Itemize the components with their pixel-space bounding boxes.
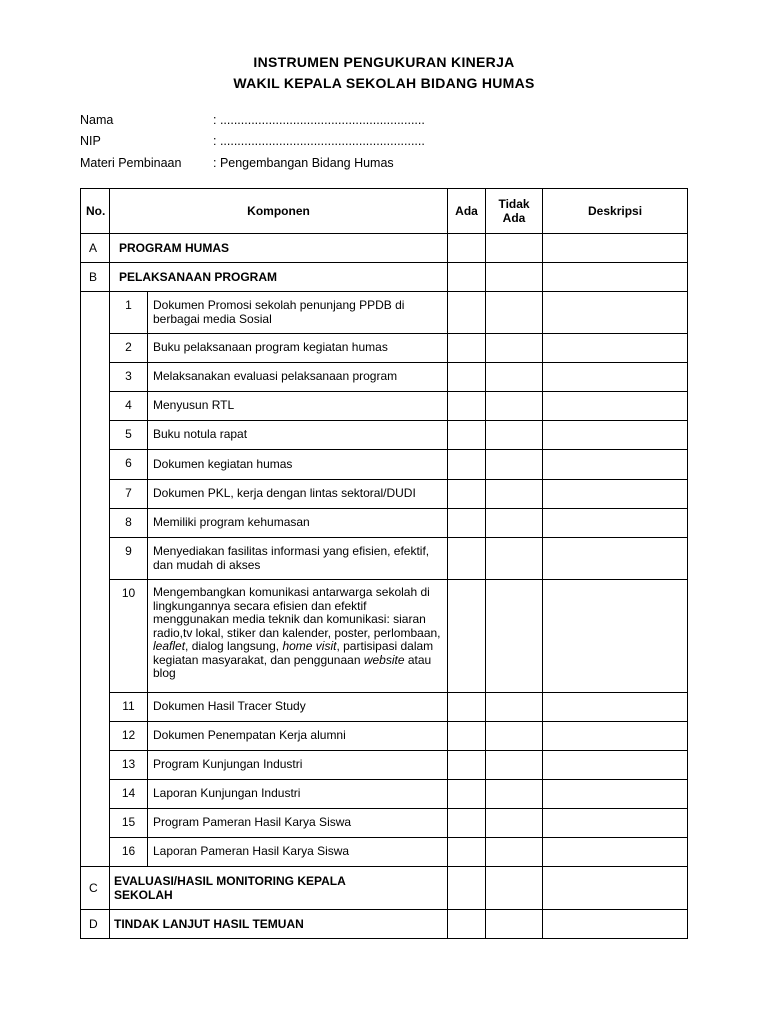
cell-tidak-ada[interactable] (486, 751, 543, 780)
item-number: 11 (110, 693, 148, 722)
cell-ada[interactable] (448, 580, 486, 693)
section-code: A (81, 234, 110, 263)
item-text: Dokumen Hasil Tracer Study (148, 693, 448, 722)
cell-deskripsi[interactable] (543, 421, 688, 450)
item-text: Melaksanakan evaluasi pelaksanaan program (148, 363, 448, 392)
item-text-italic: home visit (282, 639, 337, 653)
cell-ada[interactable] (448, 480, 486, 509)
cell-ada[interactable] (448, 722, 486, 751)
item-text: Menyediakan fasilitas informasi yang efisien, efektif, dan mudah di akses (148, 538, 448, 580)
cell-deskripsi[interactable] (543, 780, 688, 809)
cell-deskripsi[interactable] (543, 263, 688, 292)
table-row (81, 809, 688, 838)
cell-tidak-ada[interactable] (486, 334, 543, 363)
cell-deskripsi[interactable] (543, 480, 688, 509)
cell-ada[interactable] (448, 910, 486, 939)
header-ada: Ada (448, 189, 486, 234)
header-komponen: Komponen (110, 189, 448, 234)
cell-tidak-ada[interactable] (486, 722, 543, 751)
cell-deskripsi[interactable] (543, 292, 688, 334)
item-text: Dokumen kegiatan humas (148, 450, 448, 480)
item-number: 8 (110, 509, 148, 538)
cell-deskripsi[interactable] (543, 910, 688, 939)
item-number: 4 (110, 392, 148, 421)
item-number: 2 (110, 334, 148, 363)
cell-ada[interactable] (448, 234, 486, 263)
item-number: 5 (110, 421, 148, 450)
cell-deskripsi[interactable] (543, 509, 688, 538)
cell-ada[interactable] (448, 809, 486, 838)
cell-ada[interactable] (448, 421, 486, 450)
cell-tidak-ada[interactable] (486, 780, 543, 809)
item-number: 10 (110, 580, 148, 693)
header-deskripsi: Deskripsi (543, 189, 688, 234)
section-code: D (81, 910, 110, 939)
item-text-italic: website (363, 652, 405, 667)
field-value: : ........................................................... (213, 134, 425, 148)
item-text: Laporan Pameran Hasil Karya Siswa (148, 838, 448, 867)
document-title-line2: WAKIL KEPALA SEKOLAH BIDANG HUMAS (233, 75, 535, 91)
cell-ada[interactable] (448, 838, 486, 867)
item-text: Dokumen Penempatan Kerja alumni (148, 722, 448, 751)
section-code: B (81, 263, 110, 292)
table-row (81, 450, 688, 480)
cell-ada[interactable] (448, 392, 486, 421)
cell-deskripsi[interactable] (543, 693, 688, 722)
section-row-b (81, 263, 688, 292)
table-header-row (81, 189, 688, 234)
cell-tidak-ada[interactable] (486, 392, 543, 421)
cell-deskripsi[interactable] (543, 234, 688, 263)
cell-ada[interactable] (448, 509, 486, 538)
item-text: Program Pameran Hasil Karya Siswa (148, 809, 448, 838)
item-text-part: , partisipasi dalam kegiatan masyarakat, dan penggunaan (153, 639, 434, 667)
cell-tidak-ada[interactable] (486, 580, 543, 693)
section-label: TINDAK LANJUT HASIL TEMUAN (110, 910, 448, 939)
item-text-part: , dialog langsung, (185, 639, 283, 653)
item-number: 14 (110, 780, 148, 809)
section-label-line2: SEKOLAH (114, 888, 173, 902)
section-label: PELAKSANAAN PROGRAM (110, 263, 448, 292)
cell-deskripsi[interactable] (543, 580, 688, 693)
section-row-a (81, 234, 688, 263)
table-row (81, 722, 688, 751)
cell-ada[interactable] (448, 751, 486, 780)
item-number: 6 (110, 450, 148, 480)
table-row (81, 693, 688, 722)
header-tidak-line2: Ada (502, 211, 526, 225)
cell-tidak-ada[interactable] (486, 509, 543, 538)
table-row (81, 392, 688, 421)
table-row (81, 838, 688, 867)
table-row (81, 480, 688, 509)
cell-ada[interactable] (448, 363, 486, 392)
item-text-part: atau blog (153, 652, 432, 680)
cell-deskripsi[interactable] (543, 838, 688, 867)
header-tidak-line1: Tidak (498, 197, 530, 211)
cell-deskripsi[interactable] (543, 363, 688, 392)
item-number: 1 (110, 292, 148, 334)
cell-deskripsi[interactable] (543, 450, 688, 480)
cell-tidak-ada[interactable] (486, 480, 543, 509)
field-value: : ........................................................... (213, 113, 425, 127)
cell-tidak-ada[interactable] (486, 538, 543, 580)
item-text (148, 580, 448, 693)
field-label: Nama (80, 113, 114, 127)
item-number: 7 (110, 480, 148, 509)
item-number: 9 (110, 538, 148, 580)
cell-tidak-ada[interactable] (486, 234, 543, 263)
item-number: 16 (110, 838, 148, 867)
table-row (81, 580, 688, 693)
table-row (81, 538, 688, 580)
cell-tidak-ada[interactable] (486, 867, 543, 910)
item-text: Buku notula rapat (148, 421, 448, 450)
cell-deskripsi[interactable] (543, 867, 688, 910)
section-label (110, 867, 448, 910)
item-number: 15 (110, 809, 148, 838)
blank-no-cell (81, 292, 110, 867)
item-text: Dokumen PKL, kerja dengan lintas sektoral/DUDI (148, 480, 448, 509)
section-row-c (81, 867, 688, 910)
cell-tidak-ada[interactable] (486, 263, 543, 292)
cell-tidak-ada[interactable] (486, 450, 543, 480)
item-text: Dokumen Promosi sekolah penunjang PPDB di berbagai media Sosial (148, 292, 448, 334)
cell-tidak-ada[interactable] (486, 910, 543, 939)
item-text: Buku pelaksanaan program kegiatan humas (148, 334, 448, 363)
table-row (81, 751, 688, 780)
cell-tidak-ada[interactable] (486, 421, 543, 450)
section-label-line1: EVALUASI/HASIL MONITORING KEPALA (114, 874, 346, 888)
item-text: Program Kunjungan Industri (148, 751, 448, 780)
cell-deskripsi[interactable] (543, 809, 688, 838)
cell-ada[interactable] (448, 780, 486, 809)
field-label: Materi Pembinaan (80, 156, 182, 170)
cell-ada[interactable] (448, 334, 486, 363)
cell-deskripsi[interactable] (543, 538, 688, 580)
field-label: NIP (80, 134, 101, 148)
cell-tidak-ada[interactable] (486, 292, 543, 334)
cell-ada[interactable] (448, 450, 486, 480)
cell-deskripsi[interactable] (543, 334, 688, 363)
cell-ada[interactable] (448, 292, 486, 334)
document-title-line1: INSTRUMEN PENGUKURAN KINERJA (253, 54, 515, 70)
table-row (81, 292, 688, 334)
cell-deskripsi[interactable] (543, 392, 688, 421)
table-row (81, 363, 688, 392)
cell-ada[interactable] (448, 538, 486, 580)
cell-ada[interactable] (448, 867, 486, 910)
cell-deskripsi[interactable] (543, 751, 688, 780)
table-row (81, 421, 688, 450)
section-code: C (81, 867, 110, 910)
item-text: Memiliki program kehumasan (148, 509, 448, 538)
item-text-italic: leaflet (153, 639, 186, 653)
item-number: 12 (110, 722, 148, 751)
assessment-table (80, 188, 688, 939)
header-no: No. (81, 189, 110, 234)
item-text: Laporan Kunjungan Industri (148, 780, 448, 809)
cell-tidak-ada[interactable] (486, 838, 543, 867)
cell-ada[interactable] (448, 693, 486, 722)
table-row (81, 334, 688, 363)
table-row (81, 509, 688, 538)
cell-deskripsi[interactable] (543, 722, 688, 751)
header-tidak-ada (486, 189, 543, 234)
cell-tidak-ada[interactable] (486, 809, 543, 838)
item-number: 3 (110, 363, 148, 392)
section-row-d (81, 910, 688, 939)
field-value: : Pengembangan Bidang Humas (213, 156, 394, 170)
table-row (81, 780, 688, 809)
item-text-part: Mengembangkan komunikasi antarwarga sekolah di lingkungannya secara efisien dan efektif menggunakan media teknik dan komunikasi: siaran radio,tv lokal, stiker dan kalender, poster, perlombaan, (153, 585, 441, 640)
section-label: PROGRAM HUMAS (110, 234, 448, 263)
item-number: 13 (110, 751, 148, 780)
item-text: Menyusun RTL (148, 392, 448, 421)
cell-tidak-ada[interactable] (486, 693, 543, 722)
cell-ada[interactable] (448, 263, 486, 292)
cell-tidak-ada[interactable] (486, 363, 543, 392)
